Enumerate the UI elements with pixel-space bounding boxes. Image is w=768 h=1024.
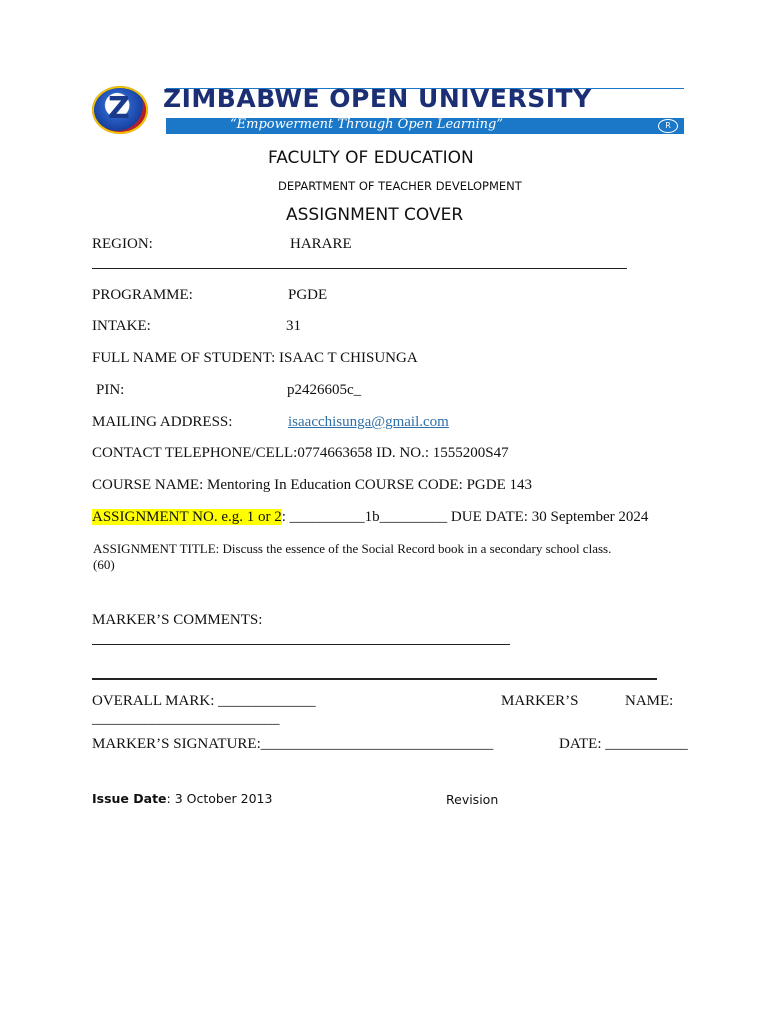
assignment-title-label: ASSIGNMENT TITLE — [93, 541, 216, 556]
issue-date-label: Issue Date — [92, 791, 167, 806]
region-value: HARARE — [290, 236, 352, 252]
region-underline — [92, 268, 627, 269]
assignment-title-text: : Discuss the essence of the Social Record book in a secondary school class. — [215, 541, 612, 556]
marker-name-label: MARKER’S — [501, 693, 579, 709]
mailing-address-label: MAILING ADDRESS: — [92, 414, 233, 430]
marker-signature: MARKER’S SIGNATURE:_______________________________ — [92, 736, 494, 752]
contact-line: CONTACT TELEPHONE/CELL:0774663658 ID. NO.: 1555200S47 — [92, 445, 509, 461]
programme-label: PROGRAMME: — [92, 287, 193, 303]
comments-line-2 — [92, 678, 657, 680]
department-title: DEPARTMENT OF TEACHER DEVELOPMENT — [278, 179, 522, 193]
university-name: ZIMBABWE OPEN UNIVERSITY — [163, 84, 592, 113]
issue-date-value: : 3 October 2013 — [166, 791, 273, 806]
email-link[interactable]: isaacchisunga@gmail.com — [288, 414, 449, 430]
assignment-title-line — [93, 541, 611, 557]
revision-label: Revision — [446, 792, 499, 807]
logo-letter: Z — [108, 91, 130, 126]
comments-line-1 — [92, 644, 510, 645]
region-label: REGION: — [92, 236, 153, 252]
assignment-number-line — [92, 509, 648, 526]
pin-value: p2426605c_ — [287, 382, 362, 398]
pin-label: PIN: — [96, 382, 125, 398]
intake-value: 31 — [286, 318, 301, 334]
assignment-number-details: : __________1b_________ DUE DATE: 30 September 2024 — [281, 509, 649, 525]
faculty-title: FACULTY OF EDUCATION — [268, 148, 474, 168]
registered-mark: R — [658, 119, 678, 133]
assignment-number-label: ASSIGNMENT NO. e.g. 1 or 2 — [92, 509, 282, 525]
issue-date-line — [92, 791, 272, 806]
assignment-title-marks: (60) — [93, 557, 115, 572]
university-motto: “Empowerment Through Open Learning” — [230, 117, 504, 132]
marker-name-label-2: NAME: — [625, 693, 674, 709]
form-title: ASSIGNMENT COVER — [286, 205, 464, 225]
student-name-line: FULL NAME OF STUDENT: ISAAC T CHISUNGA — [92, 350, 418, 366]
course-line: COURSE NAME: Mentoring In Education COURSE CODE: PGDE 143 — [92, 477, 532, 493]
marker-comments-label: MARKER’S COMMENTS: — [92, 612, 263, 628]
marker-date: DATE: ___________ — [559, 736, 688, 752]
intake-label: INTAKE: — [92, 318, 151, 334]
marker-name-blank: _________________________ — [92, 711, 280, 727]
overall-mark: OVERALL MARK: _____________ — [92, 693, 316, 709]
programme-value: PGDE — [288, 287, 328, 303]
